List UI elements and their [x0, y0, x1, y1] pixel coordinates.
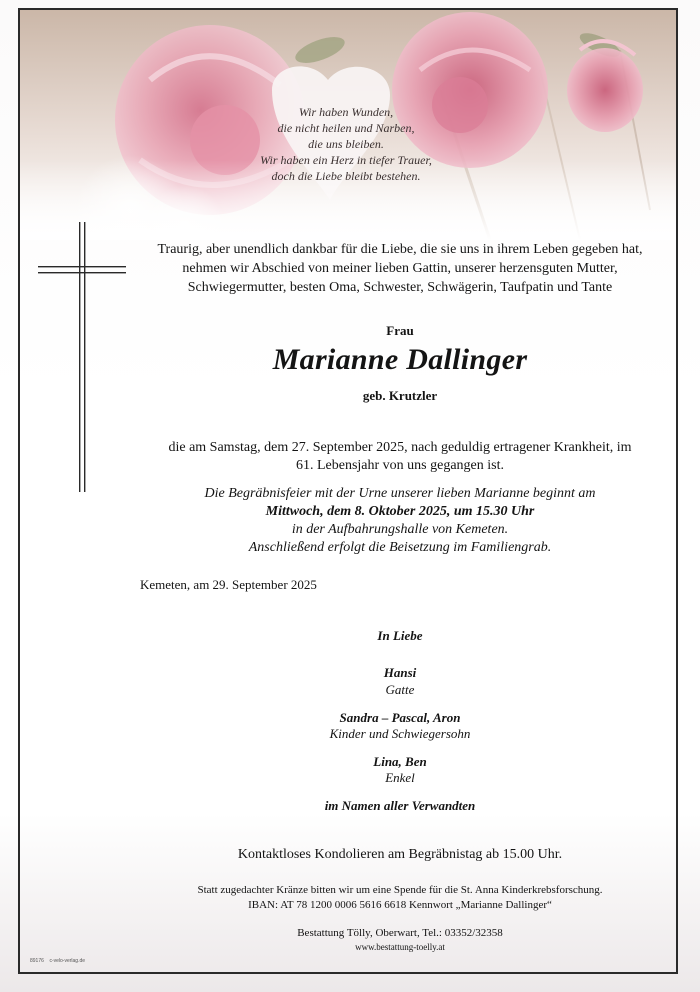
poem-line: Wir haben Wunden, [298, 105, 394, 119]
death-line-1: die am Samstag, dem 27. September 2025, nach geduldig ertragener Krankheit, im [168, 440, 632, 455]
intro-line: Schwiegermutter, besten Oma, Schwester, Schwägerin, Taufpatin und Tante [187, 280, 613, 295]
funeral-line-4: Anschließend erfolgt die Beisetzung im Familiengrab. [248, 540, 552, 555]
funeral-line-3: in der Aufbahrungshalle von Kemeten. [291, 522, 509, 537]
mourners-heading: In Liebe [377, 628, 423, 643]
mourner-names: Lina, Ben [373, 754, 427, 769]
mourner-names: Hansi [383, 665, 417, 680]
funeral-line-1: Die Begräbnisfeier mit der Urne unserer lieben Marianne beginnt am [204, 486, 596, 501]
maiden-name: geb. Krutzler [362, 388, 438, 403]
undertaker-line: Bestattung Tölly, Oberwart, Tel.: 03352/32358 [297, 927, 503, 939]
death-line-2: 61. Lebensjahr von uns gegangen ist. [295, 458, 504, 473]
mourner-relation: Kinder und Schwiegersohn [329, 726, 471, 741]
mourners-closing: im Namen aller Verwandten [324, 798, 476, 813]
intro-line: Traurig, aber unendlich dankbar für die Liebe, die sie uns in ihrem Leben gegeben hat, [157, 242, 643, 257]
undertaker-website: www.bestattung-toelly.at [355, 942, 445, 952]
donation-iban: IBAN: AT 78 1200 0006 5616 6618 Kennwort „Marianne Dallinger“ [248, 899, 552, 911]
poem-line: Wir haben ein Herz in tiefer Trauer, [260, 153, 432, 167]
publisher-mark: c-velo-verlag.de [49, 958, 86, 964]
funeral-datetime: Mittwoch, dem 8. Oktober 2025, um 15.30 Uhr [265, 504, 535, 519]
condolence-note: Kontaktloses Kondolieren am Begräbnistag ab 15.00 Uhr. [237, 847, 563, 862]
print-code: 89176 [30, 958, 44, 964]
honorific: Frau [386, 323, 414, 338]
donation-line-1: Statt zugedachter Kränze bitten wir um eine Spende für die St. Anna Kinderkrebsforschung. [197, 884, 603, 896]
page-border [18, 8, 678, 974]
intro-line: nehmen wir Abschied von meiner lieben Gattin, unserer herzensguten Mutter, [182, 261, 618, 276]
poem-line: doch die Liebe bleibt bestehen. [271, 169, 421, 183]
mourner-names: Sandra – Pascal, Aron [339, 710, 461, 725]
place-date: Kemeten, am 29. September 2025 [140, 577, 317, 592]
deceased-name: Marianne Dallinger [272, 343, 528, 376]
poem-line: die nicht heilen und Narben, [277, 121, 415, 135]
poem-line: die uns bleiben. [308, 137, 384, 151]
mourner-relation: Gatte [385, 682, 415, 697]
mourner-relation: Enkel [385, 770, 415, 785]
